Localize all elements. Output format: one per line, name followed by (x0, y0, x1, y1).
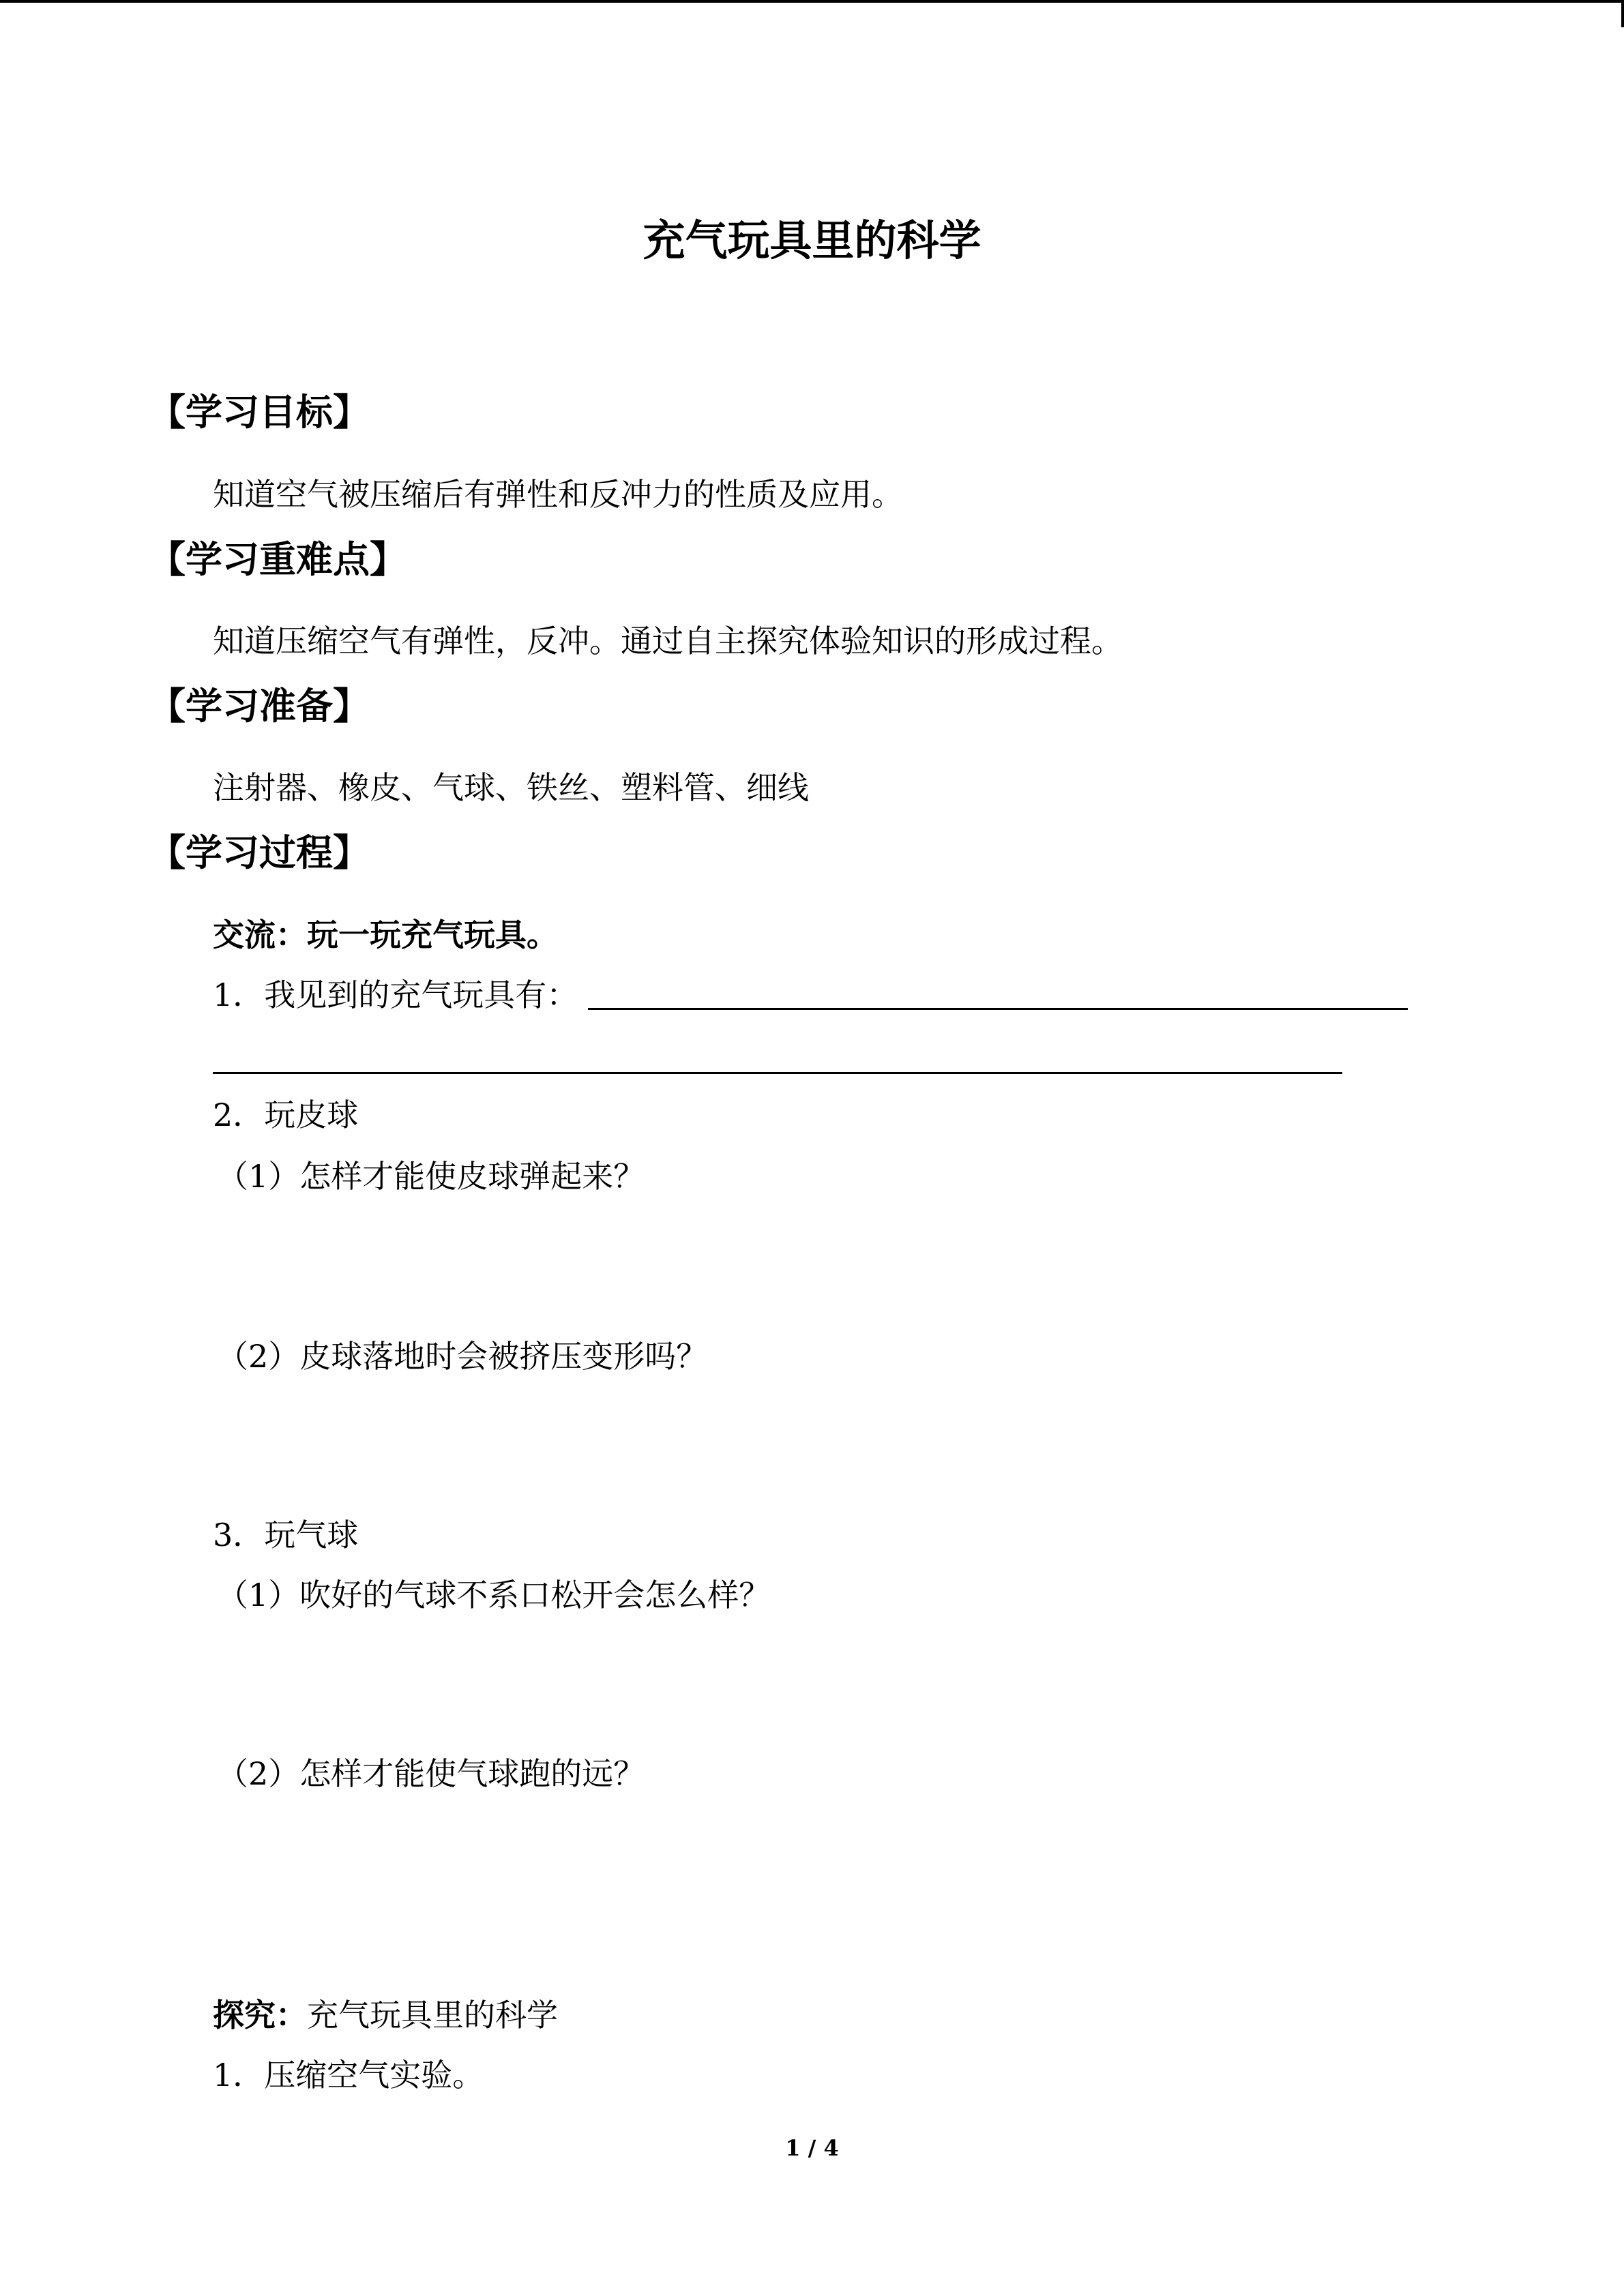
experiment-1: 1．压缩空气实验。 (213, 2057, 484, 2093)
page-number: 1 / 4 (785, 2135, 839, 2161)
heading-preparation: 【学习准备】 (149, 685, 370, 728)
question-1: 1．我见到的充气玩具有： (213, 976, 578, 1013)
top-border (0, 0, 1624, 3)
answer-blank-line (213, 1072, 1342, 1074)
question-2-2: （2）皮球落地时会被挤压变形吗？ (217, 1338, 708, 1375)
explore-label: 探究： (213, 1997, 307, 2033)
question-3-2: （2）怎样才能使气球跑的远？ (217, 1755, 645, 1792)
explore-line (213, 1999, 558, 2031)
question-2: 2．玩皮球 (213, 1097, 359, 1133)
preparation-text: 注射器、橡皮、气球、铁丝、塑料管、细线 (213, 769, 809, 806)
heading-process: 【学习过程】 (149, 831, 370, 874)
heading-goal: 【学习目标】 (149, 391, 370, 434)
heading-key-points: 【学习重难点】 (149, 538, 407, 581)
question-3: 3．玩气球 (213, 1517, 359, 1553)
question-2-1: （1）怎样才能使皮球弹起来？ (217, 1158, 645, 1195)
explore-text: 充气玩具里的科学 (307, 1997, 558, 2033)
goal-text: 知道空气被压缩后有弹性和反冲力的性质及应用。 (213, 476, 903, 513)
question-3-1: （1）吹好的气球不系口松开会怎么样？ (217, 1577, 771, 1613)
answer-blank-line (588, 1008, 1408, 1010)
key-points-text: 知道压缩空气有弹性，反冲。通过自主探究体验知识的形成过程。 (213, 623, 1123, 659)
exchange-label: 交流：玩一玩充气玩具。 (213, 916, 558, 953)
right-border (1621, 0, 1624, 27)
page-title: 充气玩具里的科学 (643, 215, 981, 265)
